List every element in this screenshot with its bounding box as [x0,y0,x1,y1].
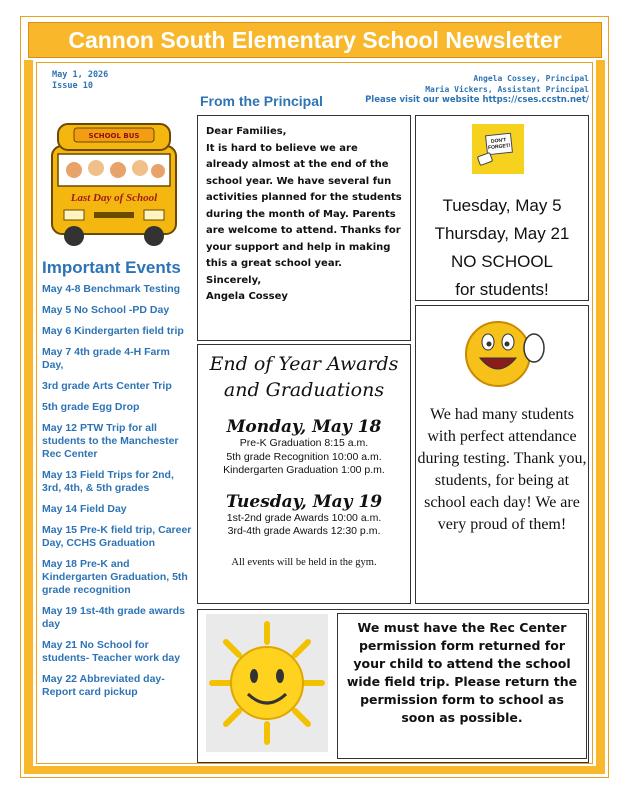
bus-sign-text: SCHOOL BUS [88,132,140,140]
event-item: May 13 Field Trips for 2nd, 3rd, 4th, & 5th grades [42,469,174,494]
reminder-line: Thursday, May 21 [434,224,570,243]
newsletter-title: Cannon South Elementary School Newsletter [28,22,602,58]
event-item: May 4-8 Benchmark Testing [42,283,181,295]
awards-title-line: End of Year Awards [209,353,399,375]
event-item: 5th grade Egg Drop [42,401,140,413]
reminder-text [416,192,588,304]
letter-body: It is hard to believe we are already almost at the end of the school year. We have several fun activities planned for the students during the month of May. Parents are welcome to attend. Thanks for your support and help in making this a great school year. [206,142,402,269]
awards-title-line: and Graduations [223,379,385,401]
event-item: May 12 PTW Trip for all students to the Manchester Rec Center [42,422,179,460]
awards-item: Kindergarten Graduation 1:00 p.m. [223,464,385,476]
letter-greeting: Dear Families, [206,126,287,137]
event-item: May 21 No School for students- Teacher work day [42,639,181,664]
awards-footer: All events will be held in the gym. [231,556,377,568]
cheering-smiley-icon [456,314,552,390]
event-item: May 22 Abbreviated day- Report card pickup [42,673,165,698]
event-item: May 15 Pre-K field trip, Career Day, CCHS Graduation [42,524,192,549]
principal-heading: From the Principal [200,93,323,109]
megaphone-icon [477,152,494,166]
principal-name: Angela Cossey, Principal [473,74,589,83]
attendance-text: We had many students with perfect attendance during testing. Thank you, students, for being at school each day! We are very proud of them! [417,406,587,533]
rec-center-section [197,609,589,763]
attendance-note [415,305,589,604]
rec-center-text: We must have the Rec Center permission form returned for your child to attend the school wide field trip. Please return the permission form to school as soon as possible. [337,613,587,759]
website-line: Please visit our website https://cses.ccstn.net/ [365,95,589,105]
event-item: May 5 No School -PD Day [42,304,170,316]
letter-closing: Sincerely, [206,274,262,286]
event-item: May 7 4th grade 4-H Farm Day, [42,346,170,371]
events-list [42,283,194,707]
event-item: May 6 Kindergarten field trip [42,325,184,337]
assistant-principal-name: Maria Vickers, Assistant Principal [425,85,589,94]
important-events-heading: Important Events [42,258,181,277]
awards-item: 1st-2nd grade Awards 10:00 a.m. [226,511,382,524]
awards-item: 5th grade Recognition 10:00 a.m. [226,450,382,463]
principal-letter [197,115,411,341]
issue-date: May 1, 2026 [52,70,109,80]
reminder-line: Tuesday, May 5 [442,196,562,215]
no-school-reminder [415,115,589,301]
bus-banner-text: Last Day of School [70,192,158,204]
awards-item: Pre-K Graduation 8:15 a.m. [239,437,369,449]
awards-day: Tuesday, May 19 [225,491,383,512]
event-item: May 14 Field Day [42,503,127,515]
dont-forget-icon [472,124,524,174]
issue-number: Issue 10 [52,81,93,91]
school-bus-illustration [44,118,184,248]
letter-signature: Angela Cossey [206,291,288,302]
awards-title [198,351,410,403]
awards-day: Monday, May 18 [226,417,382,437]
event-item: 3rd grade Arts Center Trip [42,380,172,392]
issue-info [52,70,108,92]
sun-icon [206,614,328,752]
reminder-line: NO SCHOOL [450,252,554,271]
awards-schedule [197,344,411,604]
awards-item: 3rd-4th grade Awards 12:30 p.m. [227,525,381,537]
event-item: May 18 Pre-K and Kindergarten Graduation, 5th grade recognition [42,558,188,596]
reminder-line: for students! [455,280,549,299]
staff-info [365,73,589,106]
event-item: May 19 1st-4th grade awards day [42,605,185,630]
dont-forget-note: DON'T FORGET! [485,133,513,156]
